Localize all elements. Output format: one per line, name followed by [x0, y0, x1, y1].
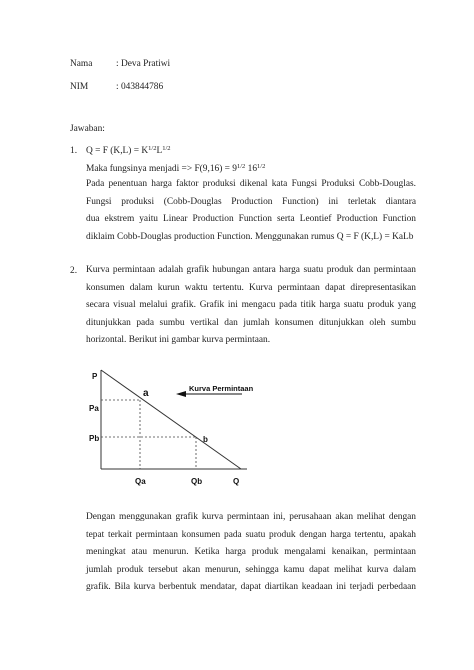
label-qa: Qa [135, 477, 146, 486]
label-p: P [92, 372, 98, 381]
label-point-a: a [143, 388, 149, 399]
closing-paragraph-line: grafik. Bila kurva berbentuk mendatar, dapat diartikan keadaan ini terjadi perbedaan [86, 582, 416, 592]
q2-paragraph-line: secara visual melalui grafik. Grafik ini mengacu pada titik harga suatu produk yang [86, 300, 416, 310]
q1-paragraph-line: diklaim Cobb-Douglas production Function. Menggunakan rumus Q = F (K,L) = KaLb [86, 231, 414, 242]
q2-paragraph-line: Kurva permintaan adalah grafik hubungan antara harga suatu produk dan permintaan [86, 265, 416, 275]
kurva-permintaan-label: Kurva Permintaan [189, 384, 254, 393]
closing-paragraph-line: meningkat atau menurun. Ketika harga produk mengalami kenaikan, permintaan [86, 547, 416, 557]
q2-paragraph-line: ditunjukkan pada sumbu vertikal dan jumlah konsumen ditunjukkan oleh sumbu [86, 317, 416, 328]
jawaban-label: Jawaban: [70, 124, 105, 134]
q1-formula: Q = F $(K,L) = K^{1/2}L^{1/2}$ [86, 145, 171, 156]
label-q: Q [233, 477, 240, 486]
nama-value: : Deva Pratiwi [116, 59, 171, 69]
label-pb: Pb [89, 434, 100, 443]
closing-paragraph-line: jumlah produk tersebut akan menurun, sehingga kamu dapat melihat kurva dalam [86, 564, 416, 575]
closing-paragraph-line: tepat terkait permintaan konsumen pada suatu produk dengan harga tertentu, apakah [86, 529, 416, 540]
label-pa: Pa [89, 404, 99, 413]
nama-label: Nama [70, 59, 93, 69]
closing-paragraph [86, 509, 416, 597]
arrow-head-icon [176, 391, 186, 397]
q1-paragraph-line: dua ekstrem yaitu Linear Production Function serta Leontief Production Function [86, 214, 416, 224]
closing-paragraph-line: Dengan menggunakan grafik kurva permintaan ini, perusahaan akan melihat dengan [86, 512, 416, 522]
q2-paragraph-line: konsumen dalam kurun waktu tertentu. Kurva permintaan dapat direpresentasikan [86, 282, 416, 293]
nim-label: NIM [70, 82, 89, 92]
q1-maka-line: Maka fungsinya menjadi => $F(9,16) = 9^{1/2}$ $16^{1/2}$ [86, 163, 266, 174]
q1-number: 1. [70, 146, 78, 156]
q1-paragraph-line: Pada penentuan harga faktor produksi dikenal kata Fungsi Produksi Cobb-Douglas. [86, 179, 416, 189]
q2-number: 2. [70, 266, 78, 276]
q2-paragraph-line: horizontal. Berikut ini gambar kurva permintaan. [86, 335, 271, 345]
q1-paragraph-line: Fungsi produksi (Cobb-Douglas Production Function) ini terletak diantara [86, 196, 416, 207]
label-point-b: b [203, 435, 208, 444]
nim-value: : 043844786 [116, 82, 164, 92]
label-qb: Qb [191, 477, 203, 486]
